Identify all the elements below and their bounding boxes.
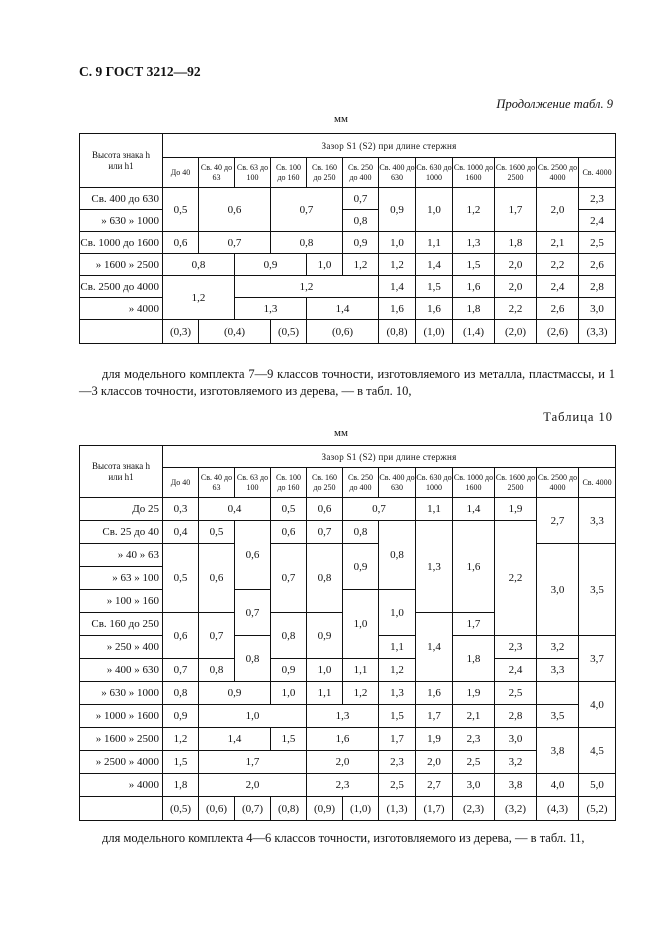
table-cell: 0,7 xyxy=(271,188,343,232)
column-header: Св. 1600 до 2500 xyxy=(495,158,537,188)
footer-blank xyxy=(80,797,163,821)
table-cell: 0,6 xyxy=(163,613,199,659)
table-cell: 0,8 xyxy=(163,254,235,276)
table-cell: 1,5 xyxy=(453,254,495,276)
table-cell: 0,7 xyxy=(199,232,271,254)
table-cell: 0,5 xyxy=(199,521,235,544)
table-cell: 1,0 xyxy=(307,659,343,682)
table-cell: 1,4 xyxy=(453,498,495,521)
table-cell: 0,8 xyxy=(271,232,343,254)
table-cell: 0,6 xyxy=(307,498,343,521)
column-header: Св. 250 до 400 xyxy=(343,468,379,498)
table-cell: 0,6 xyxy=(163,232,199,254)
table-cell: 1,1 xyxy=(379,636,416,659)
footer-cell: (0,6) xyxy=(307,320,379,344)
table-cell: 2,2 xyxy=(495,298,537,320)
table-cell: 1,9 xyxy=(453,682,495,705)
table-cell: 3,0 xyxy=(537,544,579,636)
table-cell: 0,8 xyxy=(343,521,379,544)
footer-blank xyxy=(80,320,163,344)
table-cell: 0,7 xyxy=(235,590,271,636)
footer-cell: (2,3) xyxy=(453,797,495,821)
column-header: Св. 63 до 100 xyxy=(235,158,271,188)
table-cell: 3,5 xyxy=(579,544,616,636)
table-cell: 0,5 xyxy=(271,498,307,521)
table-cell: 0,6 xyxy=(199,544,235,613)
table-cell: 0,7 xyxy=(271,544,307,613)
table-10 xyxy=(79,445,616,821)
table-cell: 1,2 xyxy=(163,728,199,751)
table-cell: 2,3 xyxy=(579,188,616,210)
table-cell: 2,4 xyxy=(579,210,616,232)
column-header: Св. 2500 до 4000 xyxy=(537,158,579,188)
table-10-label: Таблица 10 xyxy=(543,410,613,424)
table-cell: 1,3 xyxy=(307,705,379,728)
table-cell: 0,7 xyxy=(307,521,343,544)
table-cell: 1,3 xyxy=(416,521,453,613)
table-cell: 1,8 xyxy=(453,636,495,682)
row-label: » 630 » 1000 xyxy=(80,682,163,705)
table-cell: 1,6 xyxy=(379,298,416,320)
table-cell: 1,5 xyxy=(416,276,453,298)
table-cell: 1,6 xyxy=(416,682,453,705)
footer-cell: (4,3) xyxy=(537,797,579,821)
table-cell: 0,8 xyxy=(307,544,343,613)
table-cell: 1,4 xyxy=(307,298,379,320)
table-cell: 3,3 xyxy=(537,659,579,682)
table-cell: 1,7 xyxy=(379,728,416,751)
column-header: Св. 1000 до 1600 xyxy=(453,468,495,498)
table-cell: 0,6 xyxy=(271,521,307,544)
table-cell: 1,5 xyxy=(271,728,307,751)
table-cell-empty xyxy=(537,682,579,705)
row-label: » 1600 » 2500 xyxy=(80,254,163,276)
table-cell: 3,0 xyxy=(579,298,616,320)
column-header: Св. 160 до 250 xyxy=(307,158,343,188)
table-cell: 2,8 xyxy=(579,276,616,298)
table-cell: 1,5 xyxy=(163,751,199,774)
table-cell: 1,0 xyxy=(343,590,379,659)
row-label: » 400 » 630 xyxy=(80,659,163,682)
row-header: Высота знака h или h1 xyxy=(80,134,163,188)
table-cell: 1,4 xyxy=(416,254,453,276)
table-cell: 2,6 xyxy=(579,254,616,276)
table-cell: 0,4 xyxy=(199,498,271,521)
footer-cell: (0,4) xyxy=(199,320,271,344)
table-cell: 1,6 xyxy=(307,728,379,751)
footer-cell: (1,3) xyxy=(379,797,416,821)
table-cell: 2,3 xyxy=(379,751,416,774)
footer-cell: (5,2) xyxy=(579,797,616,821)
footer-cell: (3,2) xyxy=(495,797,537,821)
column-header: Св. 160 до 250 xyxy=(307,468,343,498)
table-cell: 2,5 xyxy=(579,232,616,254)
table-cell: 1,1 xyxy=(307,682,343,705)
table-cell: 1,2 xyxy=(235,276,379,298)
footer-cell: (1,7) xyxy=(416,797,453,821)
table-cell: 1,2 xyxy=(453,188,495,232)
table-cell: 3,8 xyxy=(495,774,537,797)
table-cell: 1,0 xyxy=(271,682,307,705)
footer-cell: (0,3) xyxy=(163,320,199,344)
row-header: Высота знака h или h1 xyxy=(80,446,163,498)
table-cell: 0,4 xyxy=(163,521,199,544)
table-cell: 3,7 xyxy=(579,636,616,682)
table-cell: 1,0 xyxy=(307,254,343,276)
column-header: Св. 63 до 100 xyxy=(235,468,271,498)
table-cell: 1,0 xyxy=(199,705,307,728)
table-cell: 4,5 xyxy=(579,728,616,774)
row-label: » 630 » 1000 xyxy=(80,210,163,232)
table-cell: 1,7 xyxy=(199,751,307,774)
row-label: » 2500 » 4000 xyxy=(80,751,163,774)
table-cell: 2,0 xyxy=(495,276,537,298)
table-cell: 0,9 xyxy=(199,682,271,705)
table-cell: 1,0 xyxy=(379,232,416,254)
table-cell: 2,1 xyxy=(453,705,495,728)
column-header: Св. 4000 xyxy=(579,158,616,188)
column-header: Св. 100 до 160 xyxy=(271,468,307,498)
column-header: Св. 630 до 1000 xyxy=(416,158,453,188)
table-cell: 1,0 xyxy=(416,188,453,232)
column-header: Св. 250 до 400 xyxy=(343,158,379,188)
column-header: Св. 4000 xyxy=(579,468,616,498)
table-cell: 0,9 xyxy=(163,705,199,728)
table-cell: 4,0 xyxy=(537,774,579,797)
table-cell: 1,0 xyxy=(379,590,416,636)
footer-cell: (1,4) xyxy=(453,320,495,344)
page-title: С. 9 ГОСТ 3212—92 xyxy=(79,64,201,79)
table-cell: 4,0 xyxy=(579,682,616,728)
footer-cell: (0,7) xyxy=(235,797,271,821)
table-cell: 2,1 xyxy=(537,232,579,254)
table-cell: 2,7 xyxy=(416,774,453,797)
footer-cell: (2,6) xyxy=(537,320,579,344)
table-9 xyxy=(79,133,616,344)
footer-cell: (0,8) xyxy=(379,320,416,344)
table-cell: 0,7 xyxy=(343,498,416,521)
table-cell: 1,8 xyxy=(495,232,537,254)
column-header: До 40 xyxy=(163,468,199,498)
table-cell: 2,3 xyxy=(307,774,379,797)
footer-cell: (2,0) xyxy=(495,320,537,344)
column-header: Св. 630 до 1000 xyxy=(416,468,453,498)
table-cell: 1,1 xyxy=(343,659,379,682)
footer-cell: (0,9) xyxy=(307,797,343,821)
table-cell: 1,9 xyxy=(495,498,537,521)
column-header: Св. 400 до 630 xyxy=(379,468,416,498)
group-header: Зазор S1 (S2) при длине стержня xyxy=(163,134,616,158)
table-cell: 1,8 xyxy=(163,774,199,797)
table-cell: 5,0 xyxy=(579,774,616,797)
footer-cell: (1,0) xyxy=(343,797,379,821)
table-cell: 2,2 xyxy=(537,254,579,276)
table-cell: 1,6 xyxy=(416,298,453,320)
table-cell: 2,2 xyxy=(495,521,537,636)
table-cell: 1,3 xyxy=(453,232,495,254)
table-cell: 1,2 xyxy=(343,254,379,276)
column-header: Св. 1600 до 2500 xyxy=(495,468,537,498)
table-cell: 1,6 xyxy=(453,521,495,613)
footer-cell: (0,8) xyxy=(271,797,307,821)
table-cell: 2,6 xyxy=(537,298,579,320)
row-label: » 63 » 100 xyxy=(80,567,163,590)
unit-label: мм xyxy=(334,427,348,439)
table-cell: 0,8 xyxy=(271,613,307,659)
table-cell: 0,8 xyxy=(163,682,199,705)
row-label: Св. 25 до 40 xyxy=(80,521,163,544)
table-cell: 0,8 xyxy=(235,636,271,682)
table-cell: 3,2 xyxy=(537,636,579,659)
table-cell: 3,0 xyxy=(453,774,495,797)
table-cell: 0,8 xyxy=(343,210,379,232)
table-cell: 1,2 xyxy=(343,682,379,705)
table-cell: 0,6 xyxy=(235,521,271,590)
row-label: » 4000 xyxy=(80,298,163,320)
table-cell: 3,3 xyxy=(579,498,616,544)
table-cell: 2,0 xyxy=(495,254,537,276)
table-cell: 1,2 xyxy=(379,659,416,682)
table-cell: 2,7 xyxy=(537,498,579,544)
table-cell: 1,7 xyxy=(453,613,495,636)
paragraph: для модельного комплекта 7—9 классов точности, изготовляемого из металла, пластмассы, и 1—3 классов точности, изготовляемого из дерева, — в табл. 10, xyxy=(79,367,615,398)
table-cell: 1,4 xyxy=(379,276,416,298)
table-cell: 0,9 xyxy=(235,254,307,276)
group-header: Зазор S1 (S2) при длине стержня xyxy=(163,446,616,468)
table-cell: 1,3 xyxy=(379,682,416,705)
table-cell: 0,9 xyxy=(343,544,379,590)
table-cell: 1,1 xyxy=(416,498,453,521)
table-cell: 1,7 xyxy=(416,705,453,728)
table-cell: 2,3 xyxy=(453,728,495,751)
table-cell: 0,9 xyxy=(271,659,307,682)
row-label: » 4000 xyxy=(80,774,163,797)
table-cell: 0,9 xyxy=(379,188,416,232)
row-label: Св. 160 до 250 xyxy=(80,613,163,636)
row-label: » 250 » 400 xyxy=(80,636,163,659)
table-cell: 2,5 xyxy=(495,682,537,705)
table-cell: 2,3 xyxy=(495,636,537,659)
row-label: Св. 1000 до 1600 xyxy=(80,232,163,254)
footer-cell: (0,5) xyxy=(163,797,199,821)
paragraph: для модельного комплекта 4—6 классов точности, изготовляемого из дерева, — в табл. 11, xyxy=(102,831,585,845)
column-header: Св. 1000 до 1600 xyxy=(453,158,495,188)
column-header: Св. 40 до 63 xyxy=(199,158,235,188)
table-cell: 2,0 xyxy=(537,188,579,232)
table-cell: 2,5 xyxy=(379,774,416,797)
table-cell: 2,0 xyxy=(199,774,307,797)
table-cell: 0,5 xyxy=(163,188,199,232)
unit-label: мм xyxy=(334,113,348,125)
column-header: Св. 40 до 63 xyxy=(199,468,235,498)
table-cell: 3,5 xyxy=(537,705,579,728)
footer-cell: (1,0) xyxy=(416,320,453,344)
table-cell: 3,8 xyxy=(537,728,579,774)
row-label: Св. 2500 до 4000 xyxy=(80,276,163,298)
footer-cell: (3,3) xyxy=(579,320,616,344)
table-cell: 1,3 xyxy=(235,298,307,320)
row-label: » 1600 » 2500 xyxy=(80,728,163,751)
table-cell: 1,2 xyxy=(163,276,235,320)
table-cell: 0,8 xyxy=(199,659,235,682)
table-cell: 0,9 xyxy=(343,232,379,254)
row-label: » 100 » 160 xyxy=(80,590,163,613)
row-label: » 1000 » 1600 xyxy=(80,705,163,728)
table-cell: 0,7 xyxy=(163,659,199,682)
footer-cell: (0,6) xyxy=(199,797,235,821)
table-cell: 0,7 xyxy=(343,188,379,210)
table-cell: 2,4 xyxy=(537,276,579,298)
table-cell: 1,7 xyxy=(495,188,537,232)
row-label: До 25 xyxy=(80,498,163,521)
table-continuation-note: Продолжение табл. 9 xyxy=(496,97,613,111)
row-label: » 40 » 63 xyxy=(80,544,163,567)
row-label: Св. 400 до 630 xyxy=(80,188,163,210)
table-cell: 1,5 xyxy=(379,705,416,728)
table-cell: 1,6 xyxy=(453,276,495,298)
table-cell: 1,1 xyxy=(416,232,453,254)
table-cell: 1,4 xyxy=(416,613,453,682)
table-cell: 2,0 xyxy=(416,751,453,774)
column-header: Св. 100 до 160 xyxy=(271,158,307,188)
table-cell: 0,6 xyxy=(199,188,271,232)
table-cell: 0,7 xyxy=(199,613,235,659)
table-cell: 1,8 xyxy=(453,298,495,320)
table-cell: 1,4 xyxy=(199,728,271,751)
table-cell: 2,8 xyxy=(495,705,537,728)
column-header: До 40 xyxy=(163,158,199,188)
table-cell: 2,4 xyxy=(495,659,537,682)
column-header: Св. 2500 до 4000 xyxy=(537,468,579,498)
footer-cell: (0,5) xyxy=(271,320,307,344)
table-cell: 2,5 xyxy=(453,751,495,774)
table-cell: 3,0 xyxy=(495,728,537,751)
table-cell: 0,5 xyxy=(163,544,199,613)
table-cell: 2,0 xyxy=(307,751,379,774)
table-cell: 0,3 xyxy=(163,498,199,521)
table-cell: 0,8 xyxy=(379,521,416,590)
table-cell: 1,9 xyxy=(416,728,453,751)
table-cell: 1,2 xyxy=(379,254,416,276)
table-cell: 0,9 xyxy=(307,613,343,659)
column-header: Св. 400 до 630 xyxy=(379,158,416,188)
table-cell: 3,2 xyxy=(495,751,537,774)
